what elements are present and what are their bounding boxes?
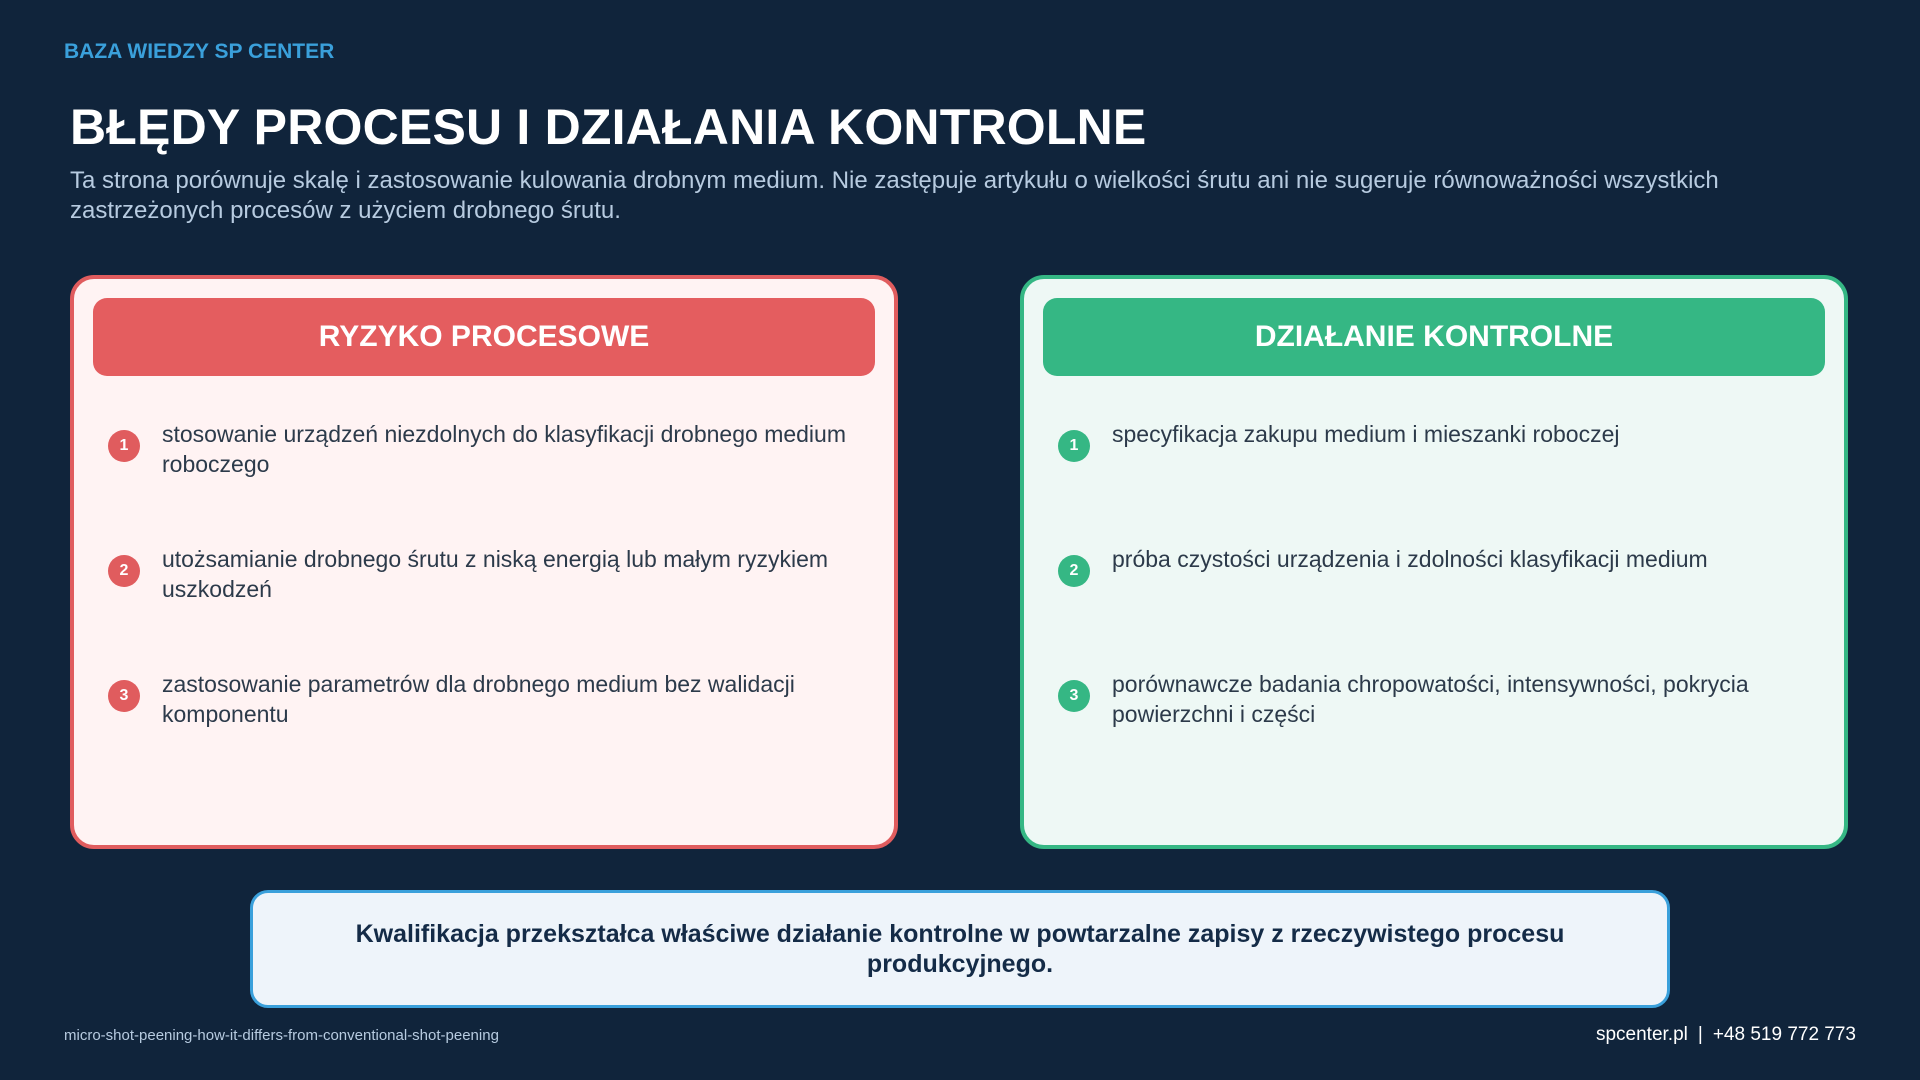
risk-item-number-badge: 3 [108,680,140,712]
risk-item [108,544,868,604]
control-panel-header: DZIAŁANIE KONTROLNE [1043,298,1825,376]
risk-item [108,419,868,479]
risk-item-number-badge: 1 [108,430,140,462]
risk-item-number-badge: 2 [108,555,140,587]
qualification-callout [250,890,1670,1008]
page-title: BŁĘDY PROCESU I DZIAŁANIA KONTROLNE [70,99,1147,155]
risk-item-text: utożsamianie drobnego śrutu z niską energią lub małym ryzykiem uszkodzeń [162,546,829,602]
brand-label: BAZA WIEDZY SP CENTER [64,40,335,63]
footer-phone[interactable]: +48 519 772 773 [1712,1024,1856,1045]
control-item-text: specyfikacja zakupu medium i mieszanki roboczej [1112,421,1620,447]
control-item-number-badge: 3 [1058,680,1090,712]
footer-page-slug: micro-shot-peening-how-it-differs-from-conventional-shot-peening [64,1027,499,1044]
page-subtitle: Ta strona porównuje skalę i zastosowanie kulowania drobnym medium. Nie zastępuje artykułu o wielkości śrutu ani nie sugeruje równoważności wszystkich zastrzeżonych procesów z użyciem drobnego śrutu. [70,167,1719,224]
control-item-number-badge: 2 [1058,555,1090,587]
footer-website[interactable]: spcenter.pl [1595,1024,1688,1045]
control-item [1058,669,1818,729]
risk-panel [70,275,898,849]
control-item-text: porównawcze badania chropowatości, intensywności, pokrycia powierzchni i części [1112,671,1749,727]
footer-contact [1596,1024,1856,1046]
footer-separator: | [1697,1024,1703,1045]
risk-item [108,669,868,729]
risk-item-text: zastosowanie parametrów dla drobnego medium bez walidacji komponentu [162,671,795,727]
risk-panel-header: RYZYKO PROCESOWE [93,298,875,376]
control-item-number-badge: 1 [1058,430,1090,462]
control-item [1058,544,1818,587]
risk-item-text: stosowanie urządzeń niezdolnych do klasyfikacji drobnego medium roboczego [162,421,846,477]
control-item-text: próba czystości urządzenia i zdolności klasyfikacji medium [1112,546,1708,572]
callout-text: Kwalifikacja przekształca właściwe działanie kontrolne w powtarzalne zapisy z rzeczywistego procesu produkcyjnego. [355,920,1565,978]
control-panel [1020,275,1848,849]
control-item [1058,419,1818,462]
